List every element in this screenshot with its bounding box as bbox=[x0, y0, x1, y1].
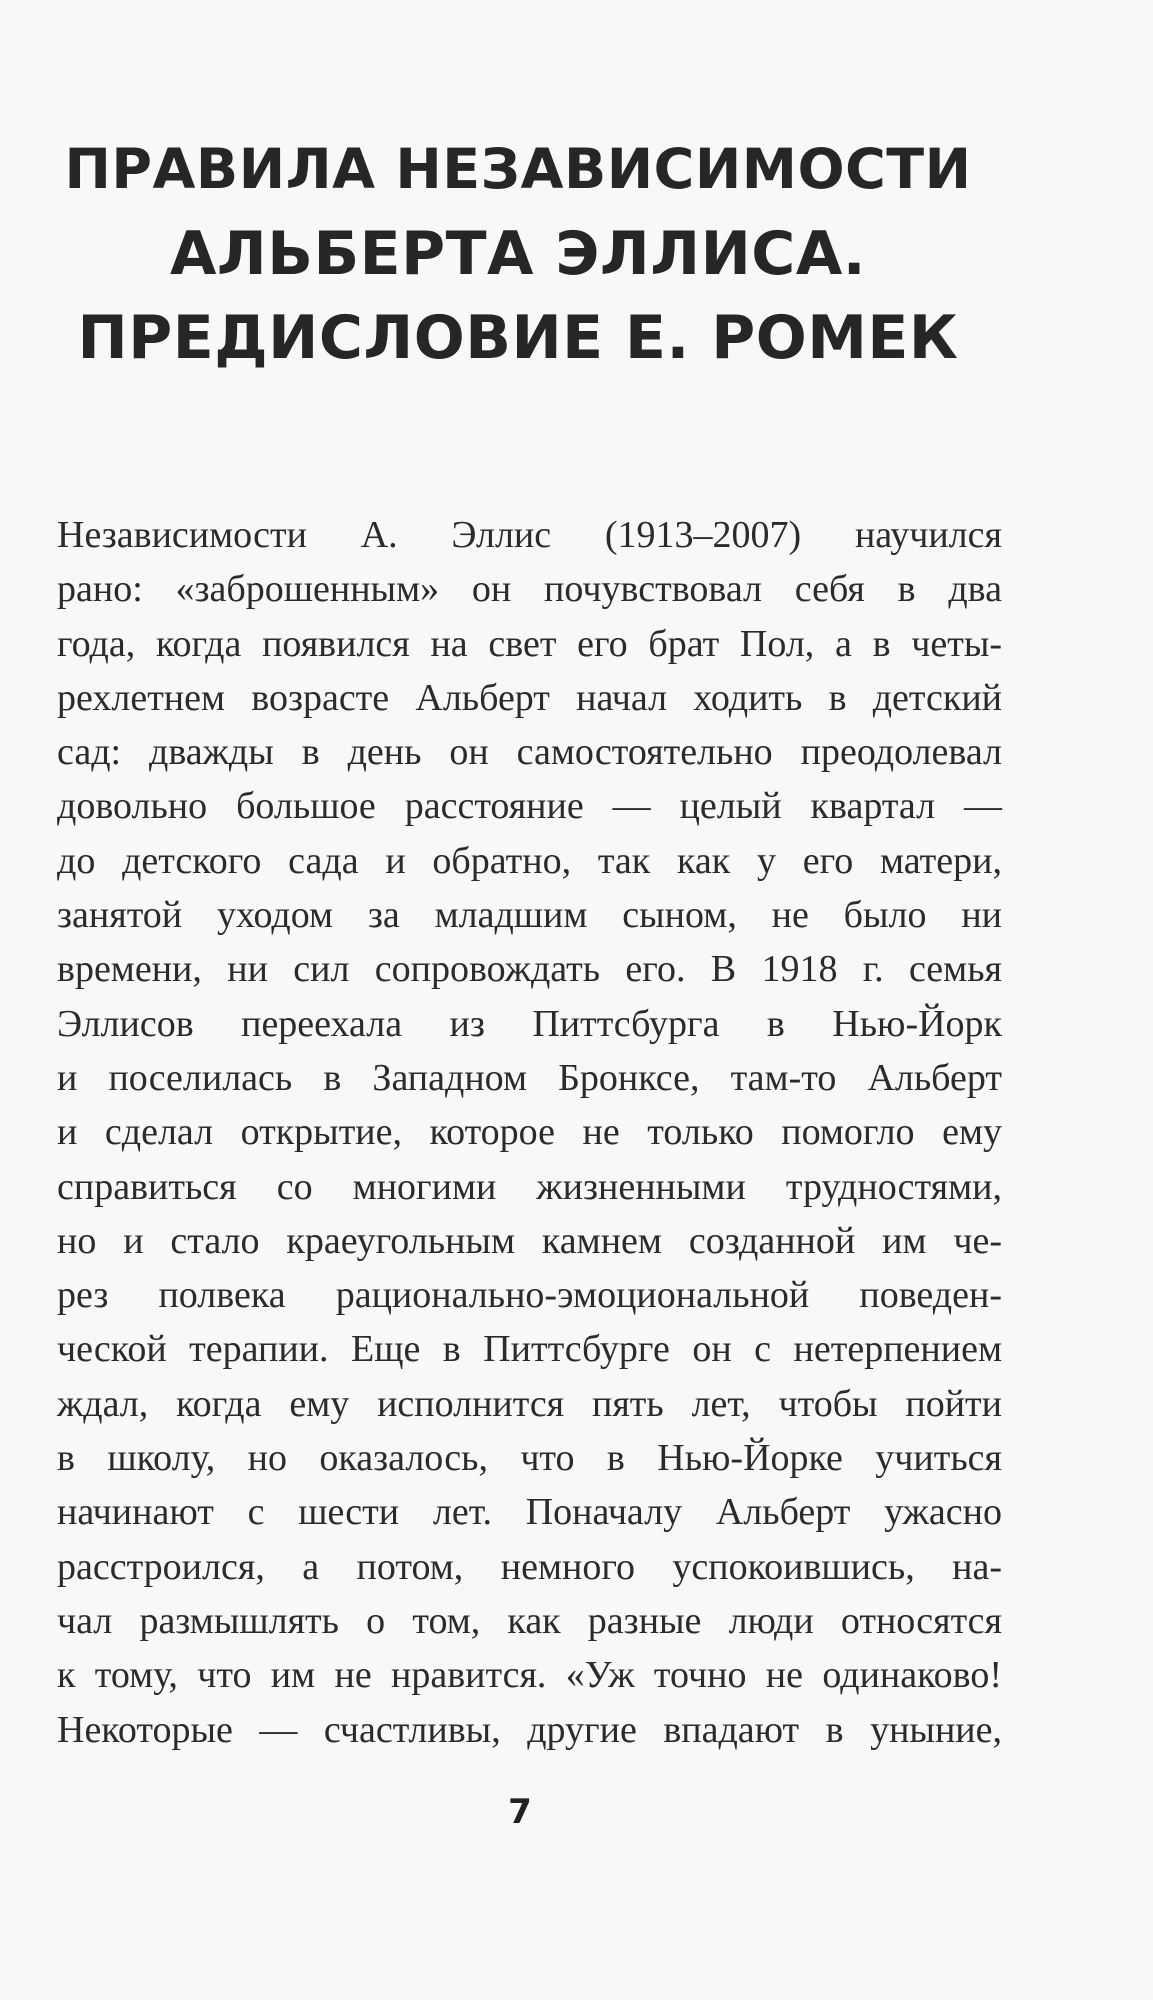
chapter-title-line: ПРЕДИСЛОВИЕ Е. РОМЕК bbox=[77, 303, 959, 373]
text-line: рехлетнем возрасте Альберт начал ходить в детский bbox=[57, 676, 1002, 719]
text-line: чал размышлять о том, как разные люди относятся bbox=[57, 1599, 1002, 1642]
text-line: и поселилась в Западном Бронксе, там-то Альберт bbox=[57, 1056, 1002, 1099]
text-line: года, когда появился на свет его брат Пол, а в четы- bbox=[57, 622, 1002, 665]
text-line: занятой уходом за младшим сыном, не было ни bbox=[57, 894, 1002, 937]
page-number: 7 bbox=[508, 1792, 532, 1832]
text-line: ждал, когда ему исполнится пять лет, чтобы пойти bbox=[57, 1382, 1002, 1425]
text-line: Независимости А. Эллис (1913–2007) научился bbox=[57, 514, 1002, 556]
text-line: расстроился, а потом, немного успокоившись, на- bbox=[57, 1545, 1002, 1588]
text-line: довольно большое расстояние — целый квартал — bbox=[57, 785, 1002, 828]
text-line: сад: дважды в день он самостоятельно преодолевал bbox=[57, 731, 1002, 774]
chapter-title-line: ПРАВИЛА НЕЗАВИСИМОСТИ bbox=[64, 138, 972, 202]
text-line: рез полвека рационально-эмоциональной поведен- bbox=[57, 1274, 1002, 1317]
text-line: ческой терапии. Еще в Питтсбурге он с нетерпением bbox=[57, 1328, 1002, 1371]
text-line: справиться со многими жизненными трудностями, bbox=[57, 1165, 1002, 1208]
text-line: и сделал открытие, которое не только помогло ему bbox=[57, 1111, 1002, 1154]
text-line: к тому, что им не нравится. «Уж точно не одинаково! bbox=[57, 1654, 1002, 1697]
body-paragraph bbox=[57, 508, 1002, 1757]
chapter-title bbox=[60, 128, 976, 380]
text-line: рано: «заброшенным» он почувствовал себя в два bbox=[57, 568, 1002, 611]
text-line: в школу, но оказалось, что в Нью-Йорке учиться bbox=[57, 1437, 1002, 1480]
text-line: времени, ни сил сопровождать его. В 1918 г. семья bbox=[57, 948, 1002, 991]
text-line: до детского сада и обратно, так как у его матери, bbox=[57, 839, 1002, 882]
text-line: Эллисов переехала из Питтсбурга в Нью-Йорк bbox=[57, 1002, 1002, 1045]
text-line: начинают с шести лет. Поначалу Альберт ужасно bbox=[57, 1491, 1002, 1534]
chapter-title-line: АЛЬБЕРТА ЭЛЛИСА. bbox=[169, 219, 867, 289]
text-line: но и стало краеугольным камнем созданной им че- bbox=[57, 1219, 1002, 1262]
text-line: Некоторые — счастливы, другие впадают в уныние, bbox=[57, 1708, 1002, 1751]
